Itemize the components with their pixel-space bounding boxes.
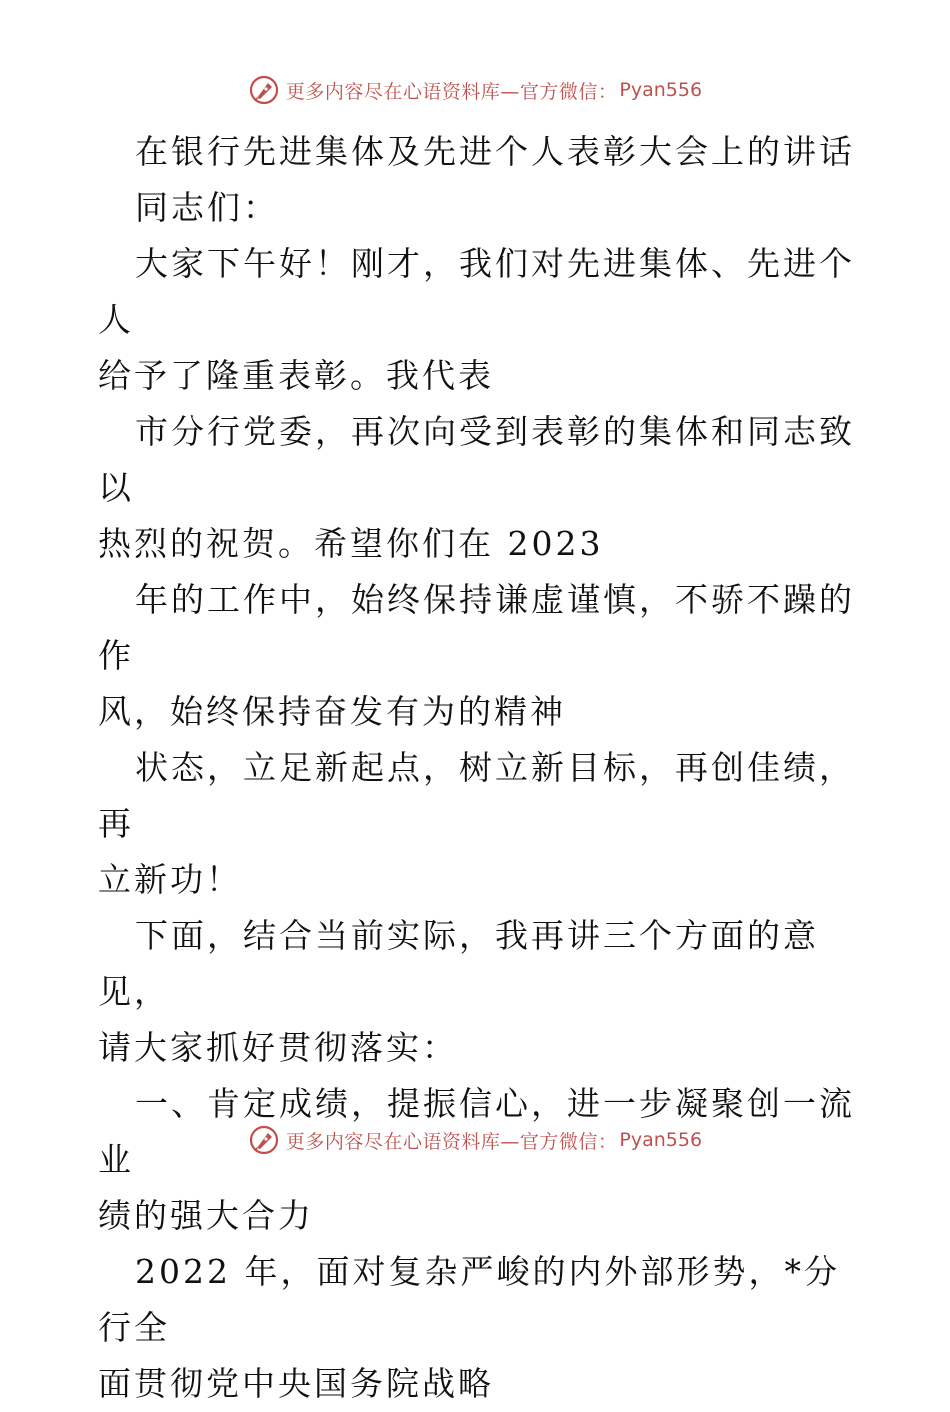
pen-nib-logo-icon xyxy=(248,74,280,106)
paragraph-5: 下面，结合当前实际，我再讲三个方面的意见， 请大家抓好贯彻落实： xyxy=(98,916,819,1067)
paragraph-1: 大家下午好！刚才，我们对先进集体、先进个人 给予了隆重表彰。我代表 xyxy=(98,244,855,395)
section-heading-1: 一、肯定成绩，提振信心，进一步凝聚创一流业 绩的强大合力 xyxy=(98,1084,855,1235)
header-banner-wechat-id: Pyan556 xyxy=(619,79,703,101)
footer-banner-text: 更多内容尽在心语资料库—官方微信： xyxy=(285,1130,618,1153)
pen-nib-logo-icon xyxy=(248,1124,280,1156)
paragraph-3: 年的工作中，始终保持谦虚谨慎，不骄不躁的作 风，始终保持奋发有为的精神 xyxy=(98,580,855,731)
header-banner xyxy=(0,70,950,110)
paragraph-2: 市分行党委，再次向受到表彰的集体和同志致以 热烈的祝贺。希望你们在 2023 xyxy=(98,412,855,563)
footer-banner xyxy=(0,1120,950,1160)
paragraph-4: 状态，立足新起点，树立新目标，再创佳绩，再 立新功！ xyxy=(98,748,855,899)
header-banner-text: 更多内容尽在心语资料库—官方微信： xyxy=(285,80,618,103)
paragraph-6: 2022 年，面对复杂严峻的内外部形势，*分行全 面贯彻党中央国务院战略 xyxy=(98,1252,840,1403)
footer-banner-wechat-id: Pyan556 xyxy=(619,1129,703,1151)
document-body xyxy=(98,124,858,1412)
salutation: 同志们： xyxy=(135,188,279,227)
document-title: 在银行先进集体及先进个人表彰大会上的讲话 xyxy=(135,132,855,171)
